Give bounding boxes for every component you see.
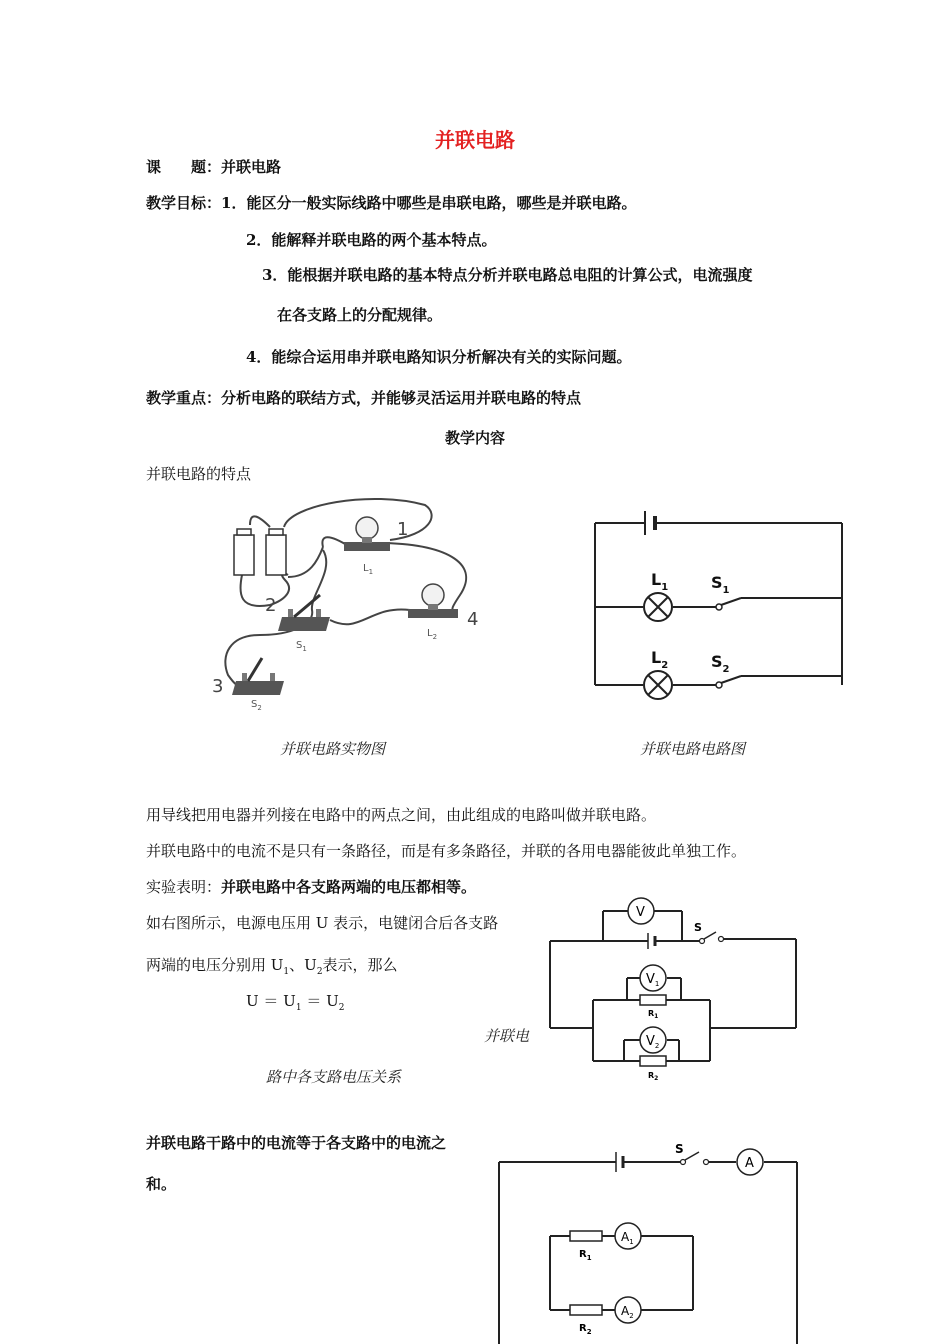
svg-text:A1: $A_1$ xyxy=(621,1230,634,1246)
lamp-2-label: $L_2$ xyxy=(427,628,438,641)
resistor-r1-icon xyxy=(640,995,666,1020)
voltage-text-1: 如右图所示，电源电压用 U 表示，电键闭合后各支路 xyxy=(146,914,499,932)
key-point-line xyxy=(146,387,581,408)
resistor-r2-icon xyxy=(570,1305,602,1336)
caption-voltage-part2: 路中各支路电压关系 xyxy=(266,1068,402,1086)
lamp-l2-icon xyxy=(644,671,672,699)
switch-2-label: $S_2$ xyxy=(251,699,262,712)
lamp-2-icon xyxy=(408,584,458,618)
ammeter-a-icon xyxy=(737,1149,763,1175)
voltage-text-2: 两端的电压分别用 $U_1$、$U_2$表示，那么 xyxy=(146,956,398,977)
switch-s1-icon xyxy=(278,595,330,631)
svg-text:V2: $V_2$ xyxy=(646,1034,660,1050)
switch-1-label: $S_1$ xyxy=(296,640,307,653)
point-label-1: 1 xyxy=(397,519,409,540)
resistor-r2-icon xyxy=(640,1056,666,1082)
current-diagram xyxy=(495,1135,805,1344)
current-text-1: 并联电路干路中的电流等于各支路中的电流之 xyxy=(146,1134,447,1152)
voltmeter-v2-icon xyxy=(640,1027,666,1053)
objective-1: 1．能区分一般实际线路中哪些是串联电路，哪些是并联电路。 xyxy=(221,194,637,212)
caption-voltage-part1: 并联电 xyxy=(484,1027,530,1045)
svg-text:R2: $R_2$ xyxy=(579,1323,592,1336)
switch-s2-icon xyxy=(232,658,284,695)
lamp-1-icon xyxy=(344,517,390,551)
svg-text:A2: $A_2$ xyxy=(621,1304,634,1320)
content-heading: 教学内容 xyxy=(444,429,505,447)
key-point-value: 分析电路的联结方式，并能够灵活运用并联电路的特点 xyxy=(221,389,582,407)
physical-circuit-illustration xyxy=(200,495,500,720)
experiment-label: 实验表明： xyxy=(146,878,222,896)
topic-value: 并联电路 xyxy=(221,158,282,176)
point-label-3: 3 xyxy=(212,676,224,697)
svg-text:A: A xyxy=(745,1156,754,1171)
svg-text:R1: $R_1$ xyxy=(579,1249,592,1262)
lamp-l1-icon xyxy=(644,593,672,621)
section-heading: 并联电路的特点 xyxy=(146,465,252,483)
current-text-2: 和。 xyxy=(146,1175,177,1193)
lamp-1-label: $L_1$ xyxy=(363,563,374,576)
svg-text:R2: $R_2$ xyxy=(648,1071,659,1082)
voltmeter-v1-icon xyxy=(640,965,666,991)
point-label-2: 2 xyxy=(265,595,277,616)
objective-3b: 在各支路上的分配规律。 xyxy=(277,306,443,324)
topic-line xyxy=(146,156,281,177)
experiment-result: 并联电路中各支路两端的电压都相等。 xyxy=(221,878,477,896)
objectives-label: 教学目标： xyxy=(146,194,222,212)
resistor-r1-icon xyxy=(570,1231,602,1262)
ammeter-a1-icon xyxy=(615,1223,641,1249)
battery-icon xyxy=(616,1152,623,1172)
schematic-label-s1: $S_1$ xyxy=(711,573,730,596)
paragraph-definition: 用导线把用电器并列接在电路中的两点之间，由此组成的电路叫做并联电路。 xyxy=(146,806,657,824)
topic-label: 课 题： xyxy=(146,158,222,176)
switch-s2-icon xyxy=(716,676,741,688)
experiment-line xyxy=(146,876,476,897)
ammeter-a2-icon xyxy=(615,1297,641,1323)
svg-text:S: S xyxy=(675,1142,684,1156)
objective-3a: 3．能根据并联电路的基本特点分析并联电路总电阻的计算公式，电流强度 xyxy=(262,266,753,284)
svg-text:V: V xyxy=(636,905,645,920)
point-label-4: 4 xyxy=(467,609,479,630)
svg-text:R1: $R_1$ xyxy=(648,1009,659,1020)
voltage-formula: $U = U_1 = U_2$ xyxy=(246,992,345,1013)
battery-cells-icon xyxy=(234,529,286,575)
objective-2: 2．能解释并联电路的两个基本特点。 xyxy=(246,231,497,249)
schematic-label-l1: $L_1$ xyxy=(651,570,669,593)
voltage-diagram xyxy=(548,898,800,1088)
objectives-line-1 xyxy=(146,192,636,213)
battery-icon xyxy=(648,933,655,949)
page-title: 并联电路 xyxy=(435,128,515,152)
parallel-circuit-schematic xyxy=(585,505,850,700)
switch-s1-icon xyxy=(716,598,741,610)
svg-text:S: S xyxy=(694,921,702,934)
objective-4: 4．能综合运用串并联电路知识分析解决有关的实际问题。 xyxy=(246,348,632,366)
schematic-label-l2: $L_2$ xyxy=(651,648,669,671)
schematic-label-s2: $S_2$ xyxy=(711,652,730,675)
caption-schematic: 并联电路电路图 xyxy=(640,740,746,758)
paragraph-paths: 并联电路中的电流不是只有一条路径，而是有多条路径，并联的各用电器能彼此单独工作。 xyxy=(146,842,747,860)
key-point-label: 教学重点： xyxy=(146,389,222,407)
battery-icon xyxy=(645,511,655,535)
voltmeter-v-icon xyxy=(628,898,654,924)
caption-photo: 并联电路实物图 xyxy=(280,740,386,758)
svg-text:V1: $V_1$ xyxy=(646,972,660,988)
